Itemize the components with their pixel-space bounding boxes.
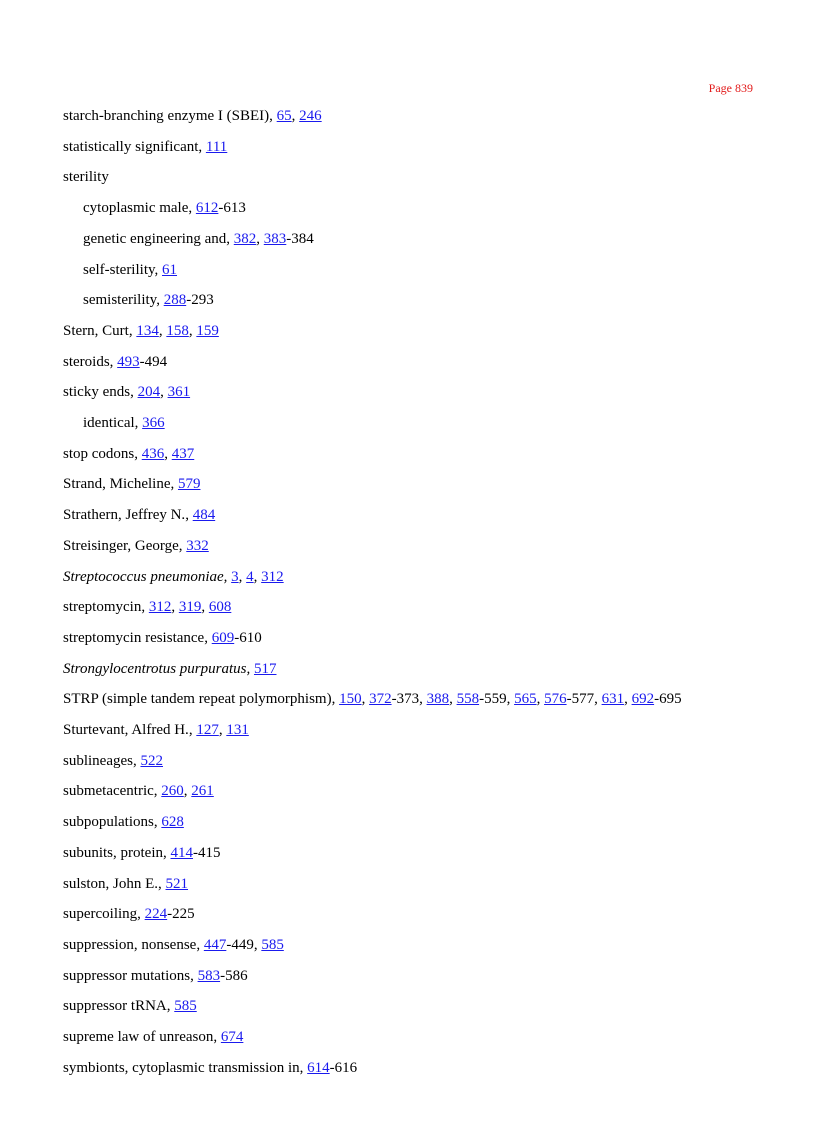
page-reference-link[interactable]: 224 <box>144 906 168 923</box>
page-reference-link[interactable]: 585 <box>261 936 284 953</box>
index-entry: STRP (simple tandem repeat polymorphism), 150, 372-373, 388, 558-559, 565, 576-577, 631, 692-695 <box>63 691 682 708</box>
page-range-end: 613 <box>223 200 246 217</box>
page-reference-link[interactable]: 579 <box>177 476 201 493</box>
page-reference-link[interactable]: 576 <box>544 691 567 708</box>
page-reference-link[interactable]: 436 <box>141 445 165 462</box>
index-entry: Stern, Curt, 134, 158, 159 <box>63 322 219 339</box>
page-reference-link[interactable]: 628 <box>161 814 184 831</box>
page-range-end: 373 <box>396 691 420 708</box>
index-entry: sticky ends, 204, 361 <box>63 384 191 401</box>
page-reference-link[interactable]: 312 <box>261 568 284 585</box>
page-range-end: 384 <box>291 230 314 247</box>
index-term: genetic engineering and <box>83 230 227 247</box>
page-reference-link[interactable]: 65 <box>276 108 292 124</box>
page-reference-link[interactable]: 517 <box>253 660 277 677</box>
index-entry: starch-branching enzyme I (SBEI), 65, 246 <box>63 108 322 124</box>
page-reference-link[interactable]: 150 <box>339 691 362 708</box>
page-reference-link[interactable]: 522 <box>140 752 163 769</box>
page-reference-link[interactable]: 204 <box>137 384 161 401</box>
page-reference-link[interactable]: 288 <box>163 292 187 309</box>
index-entry: sulston, John E., 521 <box>63 875 189 892</box>
index-entry: supreme law of unreason, 674 <box>63 1029 244 1046</box>
page-range-end: 415 <box>198 844 221 861</box>
page-range-end: 695 <box>659 691 682 708</box>
index-entry: Strathern, Jeffrey N., 484 <box>63 507 216 524</box>
index-term: self-sterility <box>83 261 155 278</box>
page-reference-link[interactable]: 484 <box>192 507 216 524</box>
index-term: symbionts, cytoplasmic transmission in <box>63 1059 300 1076</box>
page-reference-link[interactable]: 159 <box>196 322 219 339</box>
index-term: statistically significant <box>63 138 199 155</box>
index-entry: symbionts, cytoplasmic transmission in, 614-616 <box>63 1059 358 1076</box>
page-reference-link[interactable]: 3 <box>231 568 239 585</box>
page-range-end: 616 <box>334 1059 358 1076</box>
index-term: starch-branching enzyme I (SBEI) <box>63 108 270 124</box>
page-range-end: 586 <box>225 967 248 984</box>
page-reference-link[interactable]: 558 <box>456 691 480 708</box>
page-reference-link[interactable]: 674 <box>220 1029 244 1046</box>
index-subentry: semisterility, 288-293 <box>83 292 214 309</box>
page-reference-link[interactable]: 692 <box>631 691 655 708</box>
index-term: streptomycin resistance <box>63 629 205 646</box>
page-reference-link[interactable]: 61 <box>162 261 178 278</box>
index-subentry: self-sterility, 61 <box>83 261 178 278</box>
index-term: sticky ends <box>63 384 131 401</box>
index-entry: supercoiling, 224-225 <box>63 906 195 923</box>
page-range-end: 225 <box>172 906 195 923</box>
page-reference-link[interactable]: 631 <box>601 691 625 708</box>
index-term: identical <box>83 415 135 432</box>
index-entry: streptomycin, 312, 319, 608 <box>63 599 232 616</box>
index-entry: statistically significant, 111 <box>63 138 228 155</box>
index-entry: submetacentric, 260, 261 <box>63 783 214 800</box>
page-reference-link[interactable]: 614 <box>307 1059 330 1076</box>
page-range-end: 449 <box>231 936 254 953</box>
index-entry: Streisinger, George, 332 <box>63 537 209 554</box>
index-entry: Streptococcus pneumoniae, 3, 4, 312 <box>63 568 284 585</box>
index-term: Strand, Micheline <box>63 476 171 493</box>
index-term: sulston, John E. <box>63 875 159 892</box>
page-range-end: 559 <box>484 691 507 708</box>
index-term: Strongylocentrotus purpuratus, <box>63 660 251 677</box>
index-entry: subpopulations, 628 <box>63 814 184 831</box>
index-entry: streptomycin resistance, 609-610 <box>63 629 262 646</box>
index-term: submetacentric <box>63 783 154 800</box>
index-term: stop codons <box>63 445 135 462</box>
index-term: suppressor mutations <box>63 967 191 984</box>
index-term: supercoiling <box>63 906 138 923</box>
page-reference-link[interactable]: 111 <box>205 138 228 155</box>
page-range-end: 494 <box>144 353 168 370</box>
page-reference-link[interactable]: 127 <box>196 722 219 739</box>
index-term: suppressor tRNA <box>63 998 167 1015</box>
index-list <box>63 101 776 1084</box>
index-term: semisterility <box>83 292 157 309</box>
index-entry: Strand, Micheline, 579 <box>63 476 201 493</box>
index-term: supreme law of unreason <box>63 1029 214 1046</box>
page-reference-link[interactable]: 158 <box>166 322 189 339</box>
page-reference-link[interactable]: 4 <box>246 568 254 585</box>
page-reference-link[interactable]: 447 <box>203 936 227 953</box>
page-range-end: 577 <box>571 691 595 708</box>
index-entry: subunits, protein, 414-415 <box>63 844 221 861</box>
page-reference-link[interactable]: 382 <box>233 230 257 247</box>
index-subentry: genetic engineering and, 382, 383-384 <box>83 230 314 247</box>
page-reference-link[interactable]: 261 <box>191 783 214 800</box>
page-reference-link[interactable]: 612 <box>195 200 219 217</box>
page-reference-link[interactable]: 319 <box>178 599 202 616</box>
page-reference-link[interactable]: 388 <box>426 691 450 708</box>
page-reference-link[interactable]: 246 <box>299 108 322 124</box>
page-reference-link[interactable]: 565 <box>514 691 537 708</box>
page-number: Page 839 <box>708 81 753 95</box>
page-reference-link[interactable]: 332 <box>186 537 209 554</box>
index-term: Strathern, Jeffrey N. <box>63 507 186 524</box>
page-reference-link[interactable]: 414 <box>170 844 193 861</box>
index-subentry: identical, 366 <box>83 415 165 432</box>
index-entry <box>63 654 776 685</box>
page-reference-link[interactable]: 361 <box>167 384 191 401</box>
page-range-end: 293 <box>191 292 214 309</box>
index-term: Streisinger, George <box>63 537 179 554</box>
page-reference-link[interactable]: 585 <box>174 998 197 1015</box>
page-reference-link[interactable]: 583 <box>197 967 221 984</box>
index-term: subunits, protein <box>63 844 163 861</box>
page-reference-link[interactable]: 260 <box>161 783 184 800</box>
index-term: subpopulations <box>63 814 154 831</box>
page-reference-link[interactable]: 131 <box>226 722 249 739</box>
index-entry: stop codons, 436, 437 <box>63 445 195 462</box>
page-reference-link[interactable]: 608 <box>208 599 232 616</box>
index-entry: Sturtevant, Alfred H., 127, 131 <box>63 722 249 739</box>
page-reference-link[interactable]: 134 <box>136 322 159 339</box>
index-entry: suppressor mutations, 583-586 <box>63 967 248 984</box>
index-term: suppression, nonsense <box>63 936 197 953</box>
index-term: Streptococcus pneumoniae, <box>63 568 228 585</box>
index-term: cytoplasmic male <box>83 200 189 217</box>
page-reference-link[interactable]: 609 <box>211 629 235 646</box>
page-reference-link[interactable]: 383 <box>263 230 287 247</box>
page-reference-link[interactable]: 521 <box>165 875 189 892</box>
index-term: sublineages <box>63 752 133 769</box>
page-range-end: 610 <box>239 629 262 646</box>
index-entry: suppression, nonsense, 447-449, 585 <box>63 936 284 953</box>
index-subentry: cytoplasmic male, 612-613 <box>83 200 246 217</box>
index-entry: sublineages, 522 <box>63 752 163 769</box>
page-reference-link[interactable]: 366 <box>142 415 165 432</box>
index-entry: steroids, 493-494 <box>63 353 168 370</box>
index-term: steroids <box>63 353 110 370</box>
page-reference-link[interactable]: 312 <box>148 599 172 616</box>
index-term: Sturtevant, Alfred H. <box>63 722 189 739</box>
index-entry <box>63 162 776 193</box>
index-term: Stern, Curt <box>63 322 129 339</box>
index-term: STRP (simple tandem repeat polymorphism) <box>63 691 332 708</box>
page-reference-link[interactable]: 372 <box>369 691 392 708</box>
index-term: streptomycin <box>63 599 142 616</box>
page-reference-link[interactable]: 437 <box>171 445 195 462</box>
page-reference-link[interactable]: 493 <box>117 353 140 370</box>
index-entry: suppressor tRNA, 585 <box>63 998 197 1015</box>
index-term: sterility <box>63 169 109 186</box>
